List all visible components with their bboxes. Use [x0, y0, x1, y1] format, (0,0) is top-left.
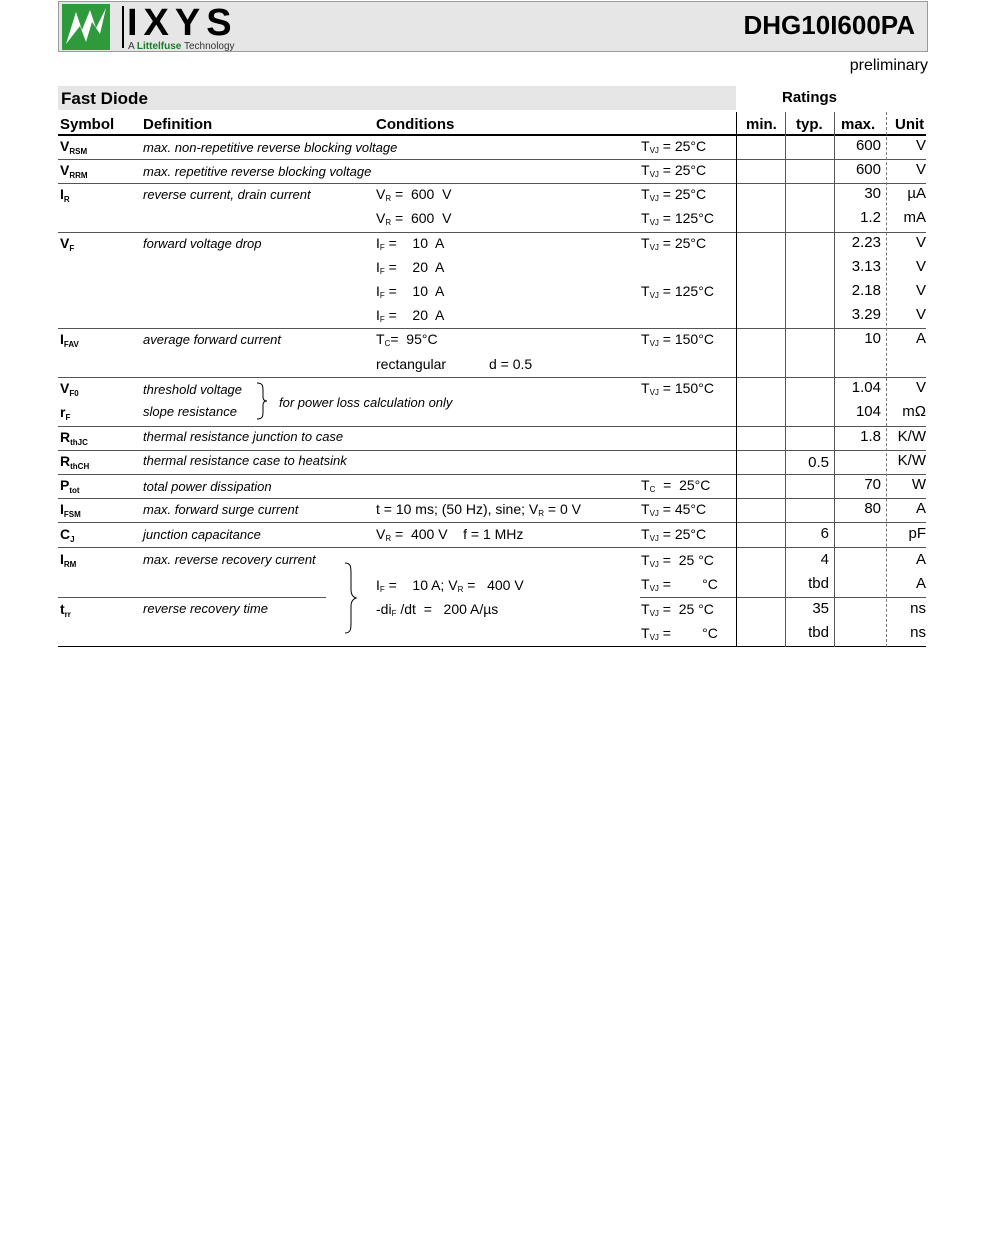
max-value: 104	[855, 403, 881, 420]
row-divider	[58, 547, 926, 548]
temp-condition: $T_{VJ} = 125^\circ C$	[641, 283, 714, 300]
temp-condition: $T_{VJ} = 25$ °C	[641, 552, 714, 569]
condition: $V_R = 600$ V	[376, 210, 452, 227]
column-min: min.	[746, 116, 777, 133]
header-rule	[58, 134, 926, 136]
symbol-rthjc: $R_{thJC}$	[60, 429, 88, 447]
unit-value: V	[915, 161, 926, 178]
typ-max-divider	[834, 112, 835, 647]
definition-ifsm: max. forward surge current	[143, 502, 299, 517]
max-value: 2.18	[851, 282, 881, 299]
condition: $I_F$ = 20 A	[376, 259, 445, 276]
column-conditions: Conditions	[376, 116, 455, 133]
definition-vrsm: max. non-repetitive reverse blocking voltage	[143, 140, 398, 155]
column-definition: Definition	[143, 116, 213, 133]
max-value: 70	[864, 476, 881, 493]
table-bottom-rule	[58, 646, 926, 647]
max-value: 80	[864, 500, 881, 517]
unit-value: mΩ	[902, 403, 926, 420]
temp-condition: $T_{VJ} = 25$ °C	[641, 601, 714, 618]
max-value: 30	[864, 185, 881, 202]
temp-condition: $T_{VJ} = 125^\circ C$	[641, 210, 714, 227]
row-divider	[58, 498, 926, 499]
unit-value: V	[915, 379, 926, 396]
symbol-ifsm: $I_{FSM}$	[60, 501, 81, 519]
unit-value: ns	[910, 624, 926, 641]
max-value: 1.8	[860, 428, 881, 445]
definition-ptot: total power dissipation	[143, 479, 272, 494]
column-symbol: Symbol	[60, 116, 115, 133]
recovery-condition-current: $I_F$ = 10 A; $V_R = 400$ V	[376, 577, 524, 594]
unit-value: pF	[908, 525, 926, 542]
row-divider	[58, 450, 926, 451]
temp-condition: $T_{VJ} = 150^\circ C$	[641, 331, 714, 348]
unit-value: V	[915, 306, 926, 323]
condition: $I_F$ = 10 A	[376, 235, 445, 252]
max-value: 2.23	[851, 234, 881, 251]
condition: $V_R = 600$ V	[376, 186, 452, 203]
brand-tagline: A Littelfuse Technology	[128, 41, 235, 52]
unit-value: V	[915, 258, 926, 275]
definition-vf0: threshold voltage	[143, 382, 243, 397]
row-divider	[58, 377, 926, 378]
symbol-vf: $V_F$	[60, 235, 75, 253]
typ-value: 35	[812, 600, 829, 617]
symbol-irm: $I_{RM}$	[60, 551, 77, 569]
temp-condition: $T_{VJ} = 150^\circ C$	[641, 380, 714, 397]
definition-rf: slope resistance	[143, 404, 237, 419]
row-divider	[58, 232, 926, 233]
unit-value: V	[915, 234, 926, 251]
definition-trr: reverse recovery time	[143, 601, 268, 616]
condition: $I_F$ = 10 A	[376, 283, 445, 300]
condition: t = 10 ms; (50 Hz), sine; $V_R = 0$ V	[376, 501, 581, 518]
row-divider	[58, 474, 926, 475]
document-status: preliminary	[849, 57, 928, 74]
definition-cj: junction capacitance	[143, 527, 261, 542]
section-band	[58, 86, 736, 110]
max-value: 1.2	[860, 209, 881, 226]
right-brace-icon	[255, 382, 269, 420]
condition: $I_F$ = 20 A	[376, 307, 445, 324]
symbol-rf: $r_F$	[60, 404, 71, 422]
definition-irm: max. reverse recovery current	[143, 552, 316, 567]
max-value: 600	[855, 161, 881, 178]
definition-vrrm: max. repetitive reverse blocking voltage	[143, 164, 372, 179]
part-number: DHG10I600PA	[743, 10, 915, 40]
row-divider	[58, 426, 926, 427]
logo-divider	[122, 6, 124, 48]
symbol-trr: $t_{rr}$	[60, 601, 71, 619]
max-value: 1.04	[851, 379, 881, 396]
typ-value: tbd	[808, 624, 829, 641]
symbol-cj: $C_J$	[60, 526, 75, 544]
max-value: 10	[864, 330, 881, 347]
typ-value: 6	[820, 525, 829, 542]
temp-condition: $T_{VJ} = 25^\circ C$	[641, 162, 707, 179]
ratings-title: Ratings	[782, 89, 838, 106]
temp-condition: $T_{VJ} = 25^\circ C$	[641, 138, 707, 155]
condition-waveform: rectangular	[376, 356, 447, 372]
unit-value: W	[911, 476, 926, 493]
unit-value: V	[915, 137, 926, 154]
temp-condition: $T_{VJ} = 45^\circ C$	[641, 501, 707, 518]
temp-condition: $T_{VJ} = 25^\circ C$	[641, 235, 707, 252]
typ-value: 0.5	[808, 454, 829, 471]
symbol-vrrm: $V_{RRM}$	[60, 162, 88, 180]
max-value: 600	[855, 137, 881, 154]
temp-condition: $T_{VJ}$ = °C	[641, 576, 718, 593]
unit-value: K/W	[897, 428, 926, 445]
power-loss-note: for power loss calculation only	[279, 395, 453, 410]
recovery-condition-didt: $-di_F$ /dt = 200 A/µs	[376, 601, 499, 618]
unit-value: A	[915, 575, 926, 592]
right-brace-icon	[342, 562, 358, 634]
unit-value: ns	[910, 600, 926, 617]
symbol-vf0: $V_{F0}$	[60, 380, 79, 398]
column-typ: typ.	[796, 116, 823, 133]
unit-value: A	[915, 500, 926, 517]
symbol-ptot: $P_{tot}$	[60, 477, 80, 495]
symbol-vrsm: $V_{RSM}$	[60, 138, 88, 156]
temp-condition: $T_C = 25^\circ C$	[641, 477, 711, 494]
definition-vf: forward voltage drop	[143, 236, 262, 251]
row-divider-left	[58, 597, 326, 598]
max-value: 3.13	[851, 258, 881, 275]
condition-duty-cycle: d = 0.5	[489, 356, 533, 372]
typ-value: tbd	[808, 575, 829, 592]
brand-logo-text: IXYS	[127, 2, 238, 44]
temp-condition: $T_{VJ} = 25^\circ C$	[641, 526, 707, 543]
definition-ifav: average forward current	[143, 332, 282, 347]
row-divider-right	[640, 597, 926, 598]
unit-value: A	[915, 551, 926, 568]
symbol-ir: $I_R$	[60, 186, 70, 204]
definition-ir: reverse current, drain current	[143, 187, 311, 202]
definition-rthch: thermal resistance case to heatsink	[143, 453, 347, 468]
unit-value: A	[915, 330, 926, 347]
unit-value: µA	[907, 185, 926, 202]
section-title: Fast Diode	[61, 89, 148, 108]
unit-value: mA	[903, 209, 926, 226]
temp-condition: $T_{VJ}$ = °C	[641, 625, 718, 642]
condition: $T_C= 95^\circ C$	[376, 331, 438, 348]
unit-value: K/W	[897, 452, 926, 469]
ratings-left-border	[736, 112, 737, 647]
max-value: 3.29	[851, 306, 881, 323]
symbol-rthch: $R_{thCH}$	[60, 453, 90, 471]
row-divider	[58, 522, 926, 523]
symbol-ifav: $I_{FAV}$	[60, 331, 79, 349]
typ-value: 4	[820, 551, 829, 568]
header-banner	[58, 1, 928, 52]
row-divider	[58, 328, 926, 329]
definition-rthjc: thermal resistance junction to case	[143, 429, 344, 444]
column-max: max.	[841, 116, 876, 133]
condition: $V_R = 400$ V f = 1 MHz	[376, 526, 524, 543]
column-unit: Unit	[895, 116, 925, 133]
temp-condition: $T_{VJ} = 25^\circ C$	[641, 186, 707, 203]
ixys-logo-mark-icon	[62, 4, 110, 50]
row-divider	[58, 183, 926, 184]
unit-value: V	[915, 282, 926, 299]
row-divider	[58, 159, 926, 160]
